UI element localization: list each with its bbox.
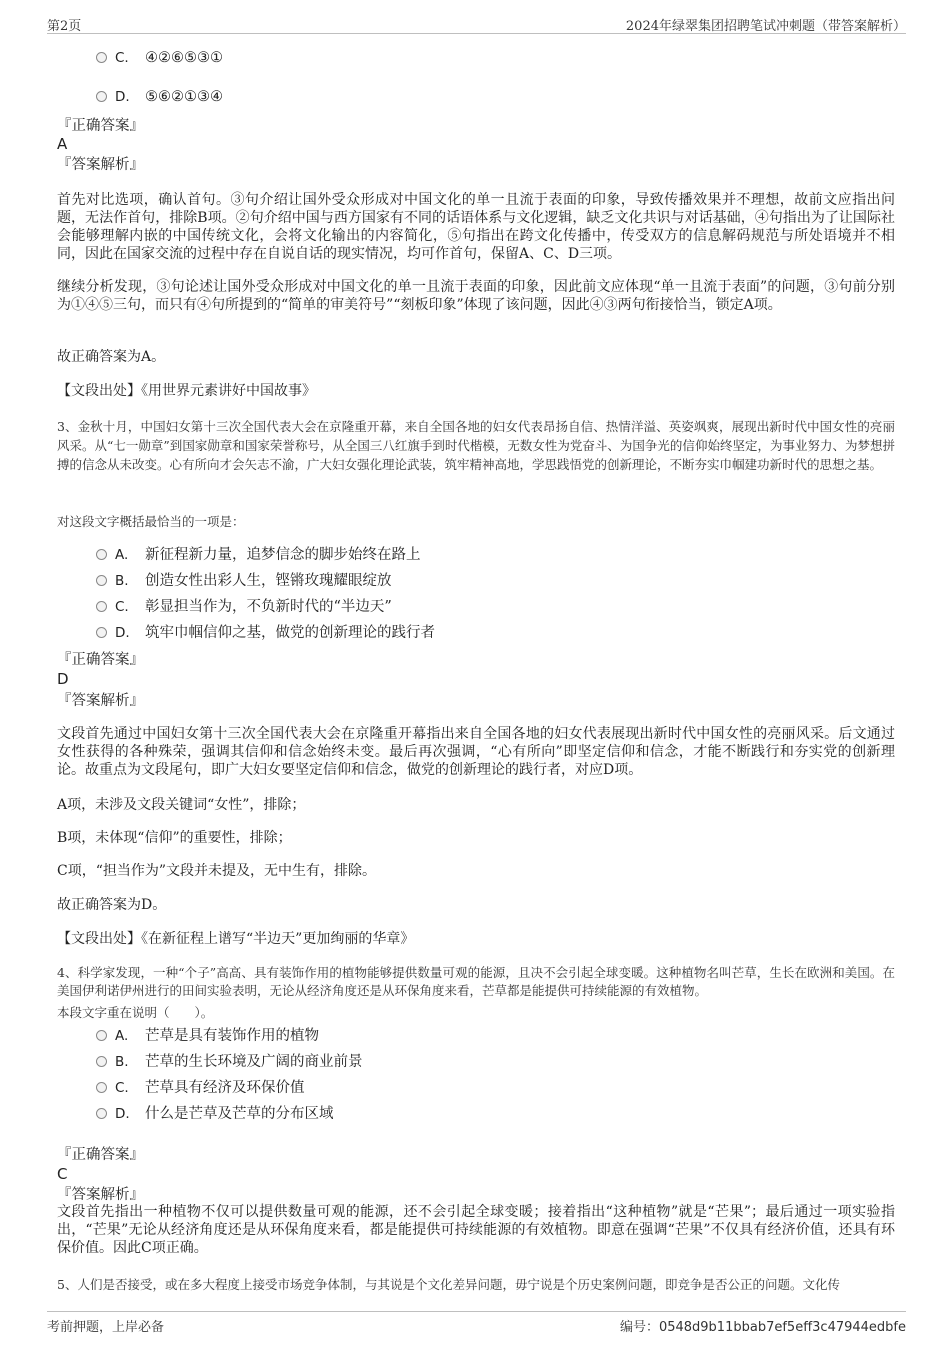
option-a[interactable]: A. 芒草是具有装饰作用的植物 [96,1026,319,1046]
radio-icon[interactable] [96,627,107,638]
option-c[interactable]: C. ④②⑥⑤③① [96,48,223,68]
radio-icon[interactable] [96,1082,107,1093]
question-prompt: 本段文字重在说明（ ）。 [57,1005,214,1020]
footer-slogan: 考前押题，上岸必备 [47,1320,165,1335]
analysis-paragraph: 继续分析发现，③句论述让国外受众形成对中国文化的单一且流于表面的印象，因此前文应体现“单一且流于表面”的问题，③句前分别为①④⑤三句，而只有④句所提到的“简单的审美符号”“刻板印象”体现了该问题，因此④③两句衔接恰当，锁定A项。 [57,279,895,313]
answer-label: 『正确答案』 [57,652,144,668]
option-d[interactable]: D. ⑤⑥②①③④ [96,87,223,107]
conclusion: 故正确答案为D。 [57,897,167,913]
radio-icon[interactable] [96,91,107,102]
analysis-label: 『答案解析』 [57,693,144,709]
option-b[interactable]: B. 创造女性出彩人生，铿锵玫瑰耀眼绽放 [96,571,392,591]
answer-label: 『正确答案』 [57,118,144,134]
analysis-line: C项，“担当作为”文段并未提及，无中生有，排除。 [57,863,377,879]
radio-icon[interactable] [96,601,107,612]
analysis-line: A项，未涉及文段关键词“女性”，排除； [57,797,306,813]
option-c[interactable]: C. 芒草具有经济及环保价值 [96,1078,305,1098]
option-b[interactable]: B. 芒草的生长环境及广阔的商业前景 [96,1052,363,1072]
analysis-line: B项，未体现“信仰”的重要性，排除； [57,830,292,846]
source-citation: 【文段出处】《在新征程上谱写“半边天”更加绚丽的华章》 [57,931,415,947]
page-footer [47,1311,906,1336]
analysis-paragraph: 文段首先通过中国妇女第十三次全国代表大会在京隆重开幕指出来自全国各地的妇女代表展现出新时代中国女性的亮丽风采。后文通过女性获得的各种殊荣，强调其信仰和信念始终未变。最后再次强调，“心有所向”即坚定信仰和信念，才能不断践行和夯实党的创新理论。故重点为文段尾句，即广大妇女要坚定信仰和信念，做党的创新理论的践行者，对应D项。 [57,726,895,778]
analysis-paragraph: 首先对比选项，确认首句。③句介绍让国外受众形成对中国文化的单一且流于表面的印象，导致传播效果并不理想，故前文应指出问题，无法作首句，排除B项。②句介绍中国与西方国家有不同的话语体系与文化逻辑，缺乏文化共识与对话基础，④句指出为了让国际社会能够理解内嵌的中国传统文化，会将文化输出的内容简化，⑤句指出在跨文化传播中，传受双方的信息解码规范与所处语境并不相同，因此在国家交流的过程中存在自说自话的现实情况，均可作首句，保留A、C、D三项。 [57,192,895,262]
radio-icon[interactable] [96,1108,107,1119]
analysis-label: 『答案解析』 [57,1187,144,1203]
document-code: 编号：0548d9b11bbab7ef5eff3c47944edbfe [619,1320,906,1335]
radio-icon[interactable] [96,575,107,586]
question-stem: 4、科学家发现，一种“个子”高高、具有装饰作用的植物能够提供数量可观的能源，且决不会引起全球变暖。这种植物名叫芒草，生长在欧洲和美国。在美国伊利诺伊州进行的田间实验表明，无论从经济角度还是从环保角度来看，芒草都是能提供可持续能源的有效植物。 [57,965,895,998]
answer-value: C [57,1165,68,1183]
conclusion: 故正确答案为A。 [57,349,166,365]
document-title: 2024年绿翠集团招聘笔试冲刺题（带答案解析） [625,19,906,34]
question-stem: 5、人们是否接受，或在多大程度上接受市场竞争体制，与其说是个文化差异问题，毋宁说是个历史案例问题，即竞争是否公正的问题。文化传 [57,1277,840,1292]
radio-icon[interactable] [96,52,107,63]
question-prompt: 对这段文字概括最恰当的一项是： [57,514,245,529]
analysis-label: 『答案解析』 [57,157,144,173]
question-stem: 3、金秋十月，中国妇女第十三次全国代表大会在京隆重开幕，来自全国各地的妇女代表昂扬自信、热情洋溢、英姿飒爽，展现出新时代中国女性的亮丽风采。从“七一勋章”到国家勋章和国家荣誉称号，从全国三八红旗手到时代楷模，无数女性为党奋斗、为国争光的信仰始终坚定，为事业努力、为梦想拼搏的信念从未改变。心有所向才会矢志不渝，广大妇女强化理论武装，筑牢精神高地，学思践悟党的创新理论，不断夯实巾帼建功新时代的思想之基。 [57,419,895,472]
option-c[interactable]: C. 彰显担当作为，不负新时代的“半边天” [96,597,392,617]
option-a[interactable]: A. 新征程新力量，追梦信念的脚步始终在路上 [96,545,421,565]
answer-label: 『正确答案』 [57,1147,144,1163]
radio-icon[interactable] [96,549,107,560]
page-number: 第2页 [47,19,82,34]
option-d[interactable]: D. 筑牢巾帼信仰之基，做党的创新理论的践行者 [96,623,435,643]
radio-icon[interactable] [96,1056,107,1067]
analysis-paragraph: 文段首先指出一种植物不仅可以提供数量可观的能源，还不会引起全球变暖；接着指出“这种植物”就是“芒果”；最后通过一项实验指出，“芒果”无论从经济角度还是从环保角度来看，都是能提供可持续能源的有效植物。即意在强调“芒果”不仅具有经济价值，还具有环保价值。因此C项正确。 [57,1204,895,1256]
page-header [47,13,906,34]
answer-value: D [57,670,69,688]
answer-value: A [57,135,68,153]
radio-icon[interactable] [96,1030,107,1041]
option-d[interactable]: D. 什么是芒草及芒草的分布区域 [96,1104,334,1124]
source-citation: 【文段出处】《用世界元素讲好中国故事》 [57,383,316,399]
